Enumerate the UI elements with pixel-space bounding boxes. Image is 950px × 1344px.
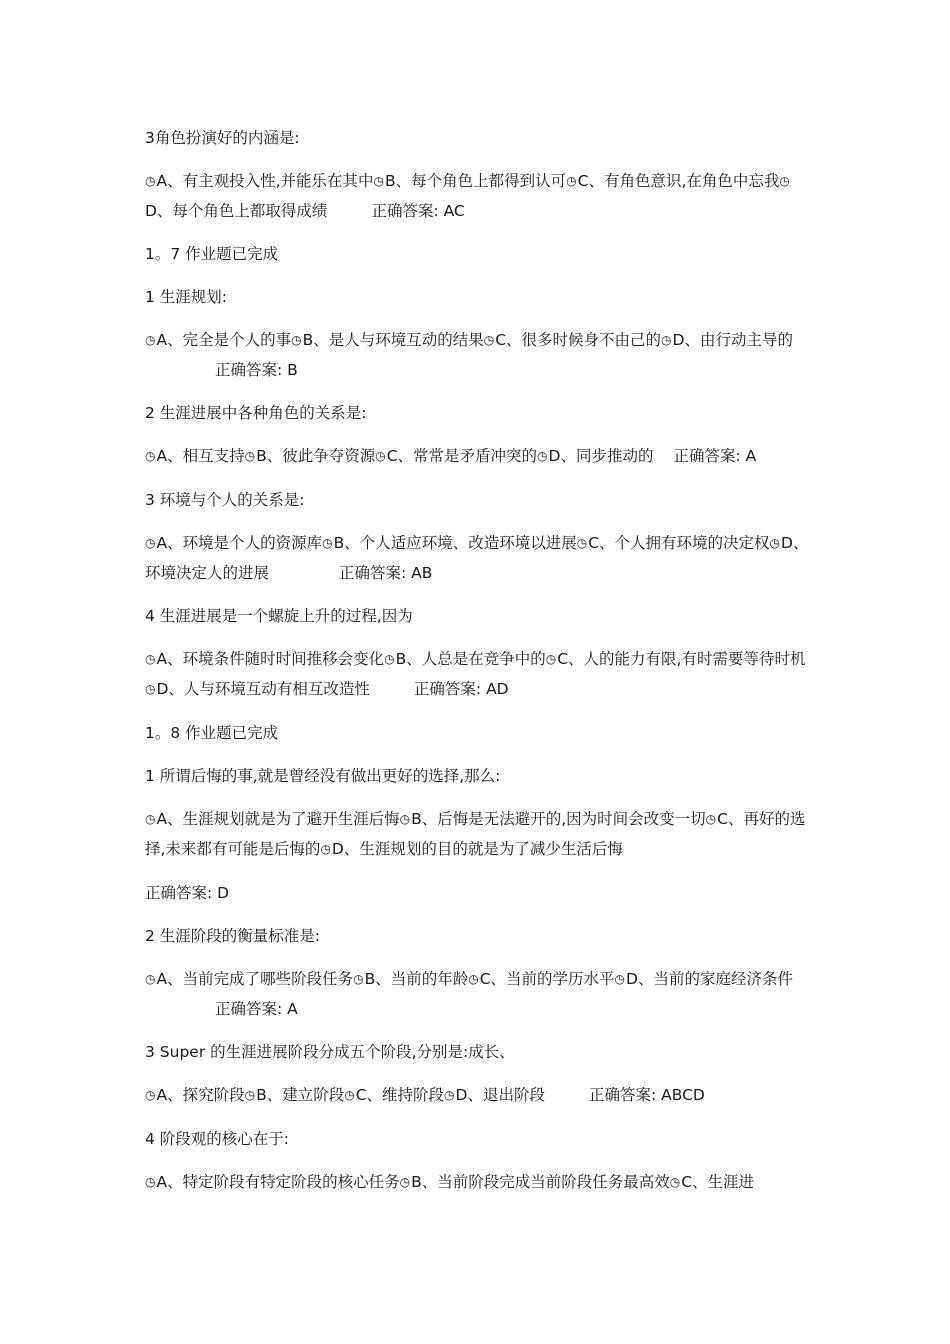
document-paragraph: 2 生涯阶段的衡量标准是:	[145, 927, 321, 945]
correct-answer: 正确答案: A	[215, 1000, 298, 1018]
clock-icon: ◷	[399, 1175, 411, 1189]
clock-icon: ◷	[145, 1088, 156, 1102]
option-text: D、由行动主导的	[672, 331, 793, 349]
option-text: C、很多时候身不由己的	[495, 331, 662, 349]
clock-icon: ◷	[353, 972, 364, 986]
option-text: C、有角色意识,在角色中忘我	[577, 172, 780, 190]
document-paragraph: 3角色扮演好的内涵是:	[145, 129, 300, 147]
document-paragraph: 4 阶段观的核心在于:	[145, 1130, 290, 1148]
option-text: A、生涯规划就是为了避开生涯后悔	[156, 810, 400, 828]
clock-icon: ◷	[468, 972, 479, 986]
document-paragraph: 3 环境与个人的关系是:	[145, 491, 305, 509]
clock-icon: ◷	[444, 1088, 455, 1102]
option-text: D、当前的家庭经济条件	[626, 970, 793, 988]
clock-icon: ◷	[576, 536, 588, 550]
clock-icon: ◷	[145, 1175, 156, 1189]
option-text: D、退出阶段	[455, 1086, 545, 1104]
document-paragraph: 1。8 作业题已完成	[145, 724, 279, 742]
answer-options	[145, 167, 810, 226]
option-text: A、环境条件随时时间推移会变化	[156, 650, 385, 668]
option-text: B、当前阶段完成当前阶段任务最高效	[411, 1173, 670, 1191]
option-text: C、个人拥有环境的决定权	[588, 534, 770, 552]
document-paragraph: 2 生涯进展中各种角色的关系是:	[145, 404, 367, 422]
answer-options	[145, 805, 810, 865]
clock-icon: ◷	[614, 972, 626, 986]
option-text: A、完全是个人的事	[156, 331, 292, 349]
correct-answer: 正确答案: AC	[371, 202, 465, 220]
clock-icon: ◷	[244, 1088, 256, 1102]
clock-icon: ◷	[705, 812, 717, 826]
option-text: B、当前的年龄	[364, 970, 469, 988]
option-text: A、有主观投入性,并能乐在其中	[156, 172, 374, 190]
option-text: C、常常是矛盾冲突的	[386, 447, 538, 465]
correct-answer: 正确答案: B	[215, 361, 298, 379]
clock-icon: ◷	[145, 682, 156, 696]
clock-icon: ◷	[375, 449, 386, 463]
option-text: A、环境是个人的资源库	[156, 534, 323, 552]
answer-options	[145, 529, 810, 588]
option-text: C、当前的学历水平	[479, 970, 615, 988]
document-paragraph: 1 所谓后悔的事,就是曾经没有做出更好的选择,那么:	[145, 767, 501, 785]
clock-icon: ◷	[769, 536, 781, 550]
option-text: D、每个角色上都取得成绩	[145, 202, 328, 220]
clock-icon: ◷	[320, 842, 331, 856]
document-paragraph: 3 Super 的生涯进展阶段分成五个阶段,分别是:成长、	[145, 1043, 515, 1061]
option-text: B、个人适应环境、改造环境以进展	[333, 534, 577, 552]
clock-icon: ◷	[483, 333, 495, 347]
clock-icon: ◷	[399, 812, 411, 826]
clock-icon: ◷	[566, 174, 577, 188]
clock-icon: ◷	[145, 333, 156, 347]
option-text: C、人的能力有限,有时需要等待时机	[557, 650, 806, 668]
option-text: D、生涯规划的目的就是为了减少生活后悔	[331, 840, 623, 858]
option-text: D、人与环境互动有相互改造性	[156, 680, 370, 698]
clock-icon: ◷	[145, 536, 156, 550]
clock-icon: ◷	[145, 652, 156, 666]
option-text: A、探究阶段	[156, 1086, 245, 1104]
document-paragraph: 正确答案: D	[145, 884, 230, 902]
correct-answer: 正确答案: A	[673, 447, 757, 465]
document-paragraph: 4 生涯进展是一个螺旋上升的过程,因为	[145, 607, 413, 625]
document-paragraph: 1。7 作业题已完成	[145, 245, 279, 263]
clock-icon: ◷	[145, 972, 156, 986]
document-body	[145, 124, 810, 1198]
clock-icon: ◷	[669, 1175, 681, 1189]
clock-icon: ◷	[145, 812, 156, 826]
clock-icon: ◷	[779, 174, 790, 188]
correct-answer: 正确答案: ABCD	[588, 1086, 705, 1104]
answer-options	[145, 1081, 810, 1111]
correct-answer: 正确答案: AD	[413, 680, 509, 698]
clock-icon: ◷	[344, 1088, 355, 1102]
option-text: B、每个角色上都得到认可	[385, 172, 567, 190]
option-text: A、当前完成了哪些阶段任务	[156, 970, 354, 988]
option-text: A、相互支持	[156, 447, 245, 465]
answer-options	[145, 326, 810, 385]
answer-options	[145, 1168, 810, 1198]
clock-icon: ◷	[244, 449, 256, 463]
option-text: B、是人与环境互动的结果	[302, 331, 484, 349]
clock-icon: ◷	[145, 449, 156, 463]
clock-icon: ◷	[384, 652, 395, 666]
answer-options	[145, 442, 810, 472]
option-text: B、人总是在竞争中的	[395, 650, 546, 668]
option-text: C、维持阶段	[355, 1086, 445, 1104]
answer-options	[145, 965, 810, 1024]
correct-answer: 正确答案: AB	[339, 564, 433, 582]
clock-icon: ◷	[661, 333, 672, 347]
option-text: A、特定阶段有特定阶段的核心任务	[156, 1173, 400, 1191]
option-text: C、再好的选择,未来都有可能是后悔的	[145, 810, 806, 858]
document-paragraph: 1 生涯规划:	[145, 288, 228, 306]
clock-icon: ◷	[291, 333, 302, 347]
option-text: D、环境决定人的进展	[145, 534, 809, 582]
option-text: D、同步推动的	[548, 447, 654, 465]
option-text: C、生涯进	[681, 1173, 755, 1191]
clock-icon: ◷	[145, 174, 156, 188]
clock-icon: ◷	[537, 449, 548, 463]
option-text: B、后悔是无法避开的,因为时间会改变一切	[411, 810, 706, 828]
option-text: B、彼此争夺资源	[256, 447, 376, 465]
answer-options	[145, 645, 810, 705]
clock-icon: ◷	[322, 536, 333, 550]
clock-icon: ◷	[545, 652, 557, 666]
option-text: B、建立阶段	[256, 1086, 345, 1104]
clock-icon: ◷	[373, 174, 385, 188]
